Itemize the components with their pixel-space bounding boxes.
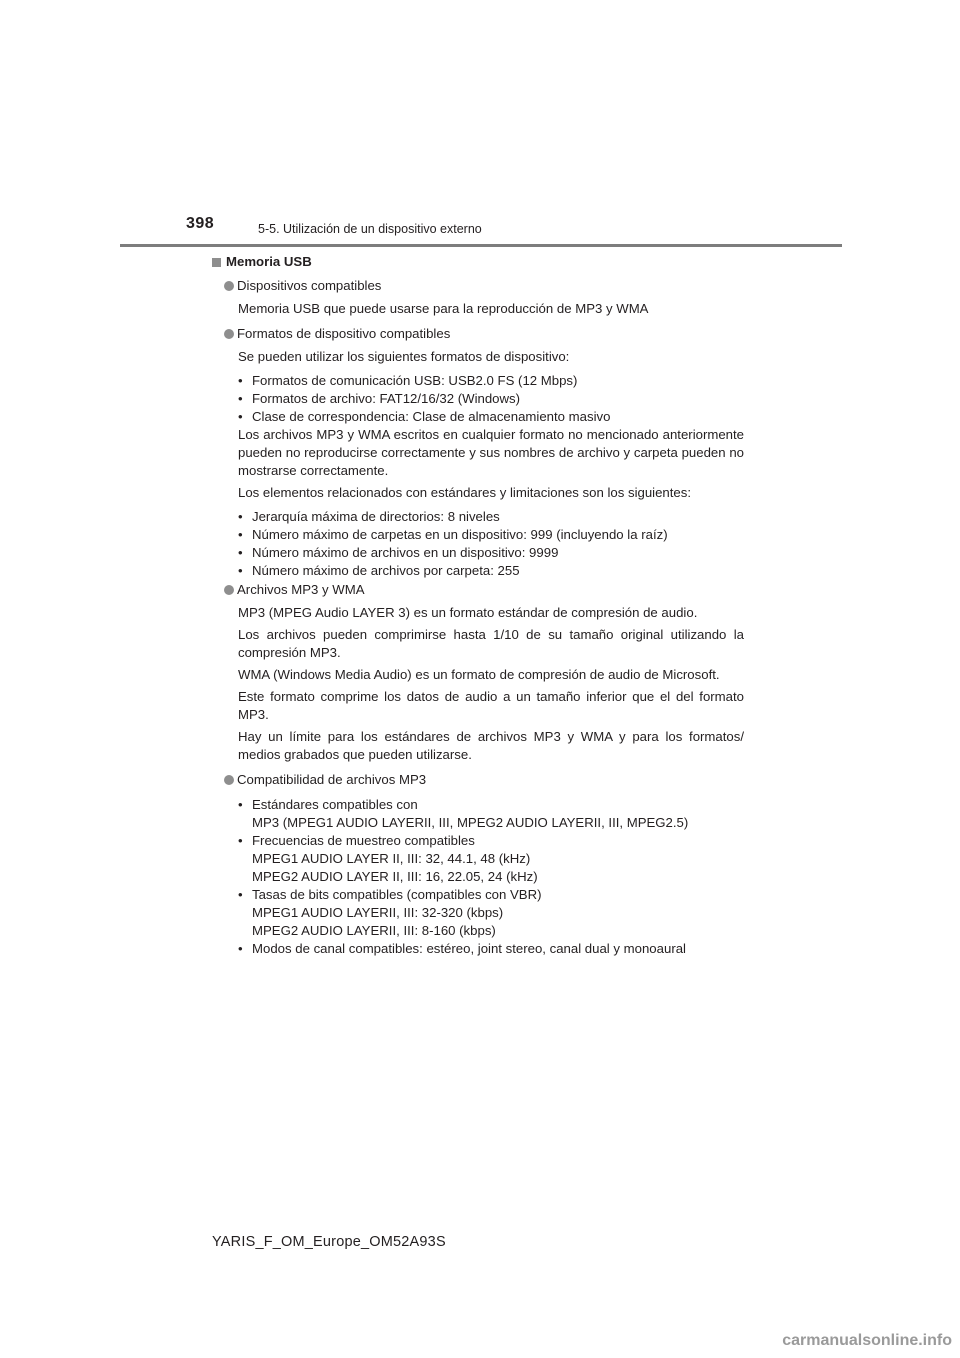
- list-item: • Número máximo de archivos por carpeta: 255: [238, 563, 520, 578]
- watermark: carmanualsonline.info: [782, 1332, 952, 1349]
- list-item: • Número máximo de carpetas en un dispositivo: 999 (incluyendo la raíz): [238, 527, 668, 542]
- heading-text: Memoria USB: [226, 254, 312, 269]
- list-item: • Formatos de archivo: FAT12/16/32 (Windows): [238, 391, 521, 406]
- bullet-list: [212, 796, 744, 958]
- paragraph: Los archivos pueden comprimirse hasta 1/10 de su tamaño original utilizando la compresión MP3.: [238, 627, 744, 660]
- subsection-title: [224, 324, 744, 344]
- paragraph: MP3 (MPEG Audio LAYER 3) es un formato estándar de compresión de audio.: [238, 605, 698, 620]
- list-item: • Número máximo de archivos en un dispositivo: 9999: [238, 545, 559, 560]
- list-item-detail: MPEG1 AUDIO LAYERII, III: 32-320 (kbps): [252, 905, 504, 920]
- list-item-detail: MPEG2 AUDIO LAYER II, III: 16, 22.05, 24 (kHz): [252, 869, 538, 884]
- paragraph: Este formato comprime los datos de audio a un tamaño inferior que el del formato MP3.: [238, 689, 744, 722]
- circle-bullet-icon: [224, 775, 234, 785]
- paragraph: Los elementos relacionados con estándares y limitaciones son los siguientes:: [238, 485, 692, 500]
- circle-bullet-icon: [224, 329, 234, 339]
- circle-bullet-icon: [224, 281, 234, 291]
- subsection-title-text: Compatibilidad de archivos MP3: [237, 772, 427, 787]
- paragraph: Hay un límite para los estándares de archivos MP3 y WMA y para los formatos/ medios grabados que pueden utilizarse.: [238, 729, 744, 762]
- section-title: 5-5. Utilización de un dispositivo externo: [258, 222, 482, 236]
- subsection-title-text: Formatos de dispositivo compatibles: [237, 326, 451, 341]
- bullet-list: [212, 372, 744, 426]
- section-heading: [212, 252, 744, 272]
- subsection-title-text: Dispositivos compatibles: [237, 278, 382, 293]
- paragraph: Memoria USB que puede usarse para la reproducción de MP3 y WMA: [238, 301, 649, 316]
- list-item: • Formatos de comunicación USB: USB2.0 FS (12 Mbps): [238, 373, 578, 388]
- bullet-list: [212, 508, 744, 580]
- page-number: 398: [186, 215, 215, 232]
- paragraph: WMA (Windows Media Audio) es un formato de compresión de audio de Microsoft.: [238, 667, 720, 682]
- document-id: YARIS_F_OM_Europe_OM52A93S: [212, 1234, 446, 1250]
- subsection-title-text: Archivos MP3 y WMA: [237, 582, 365, 597]
- page-content: [212, 252, 744, 958]
- list-item: • Estándares compatibles con: [238, 797, 418, 812]
- paragraph: Los archivos MP3 y WMA escritos en cualquier formato no mencionado anteriormente pueden no reproducirse correctamente y sus nombres de archivo y carpeta pueden no mostrarse correctamente.: [238, 427, 744, 478]
- square-bullet-icon: [212, 258, 221, 267]
- list-item: • Jerarquía máxima de directorios: 8 niveles: [238, 509, 500, 524]
- list-item: • Modos de canal compatibles: estéreo, joint stereo, canal dual y monoaural: [238, 941, 686, 956]
- circle-bullet-icon: [224, 585, 234, 595]
- header-rule: [120, 244, 842, 247]
- subsection-title: [224, 276, 744, 296]
- list-item-detail: MPEG2 AUDIO LAYERII, III: 8-160 (kbps): [252, 923, 496, 938]
- paragraph: Se pueden utilizar los siguientes formatos de dispositivo:: [238, 349, 570, 364]
- subsection-title: [224, 580, 744, 600]
- subsection-title: [224, 770, 744, 790]
- list-item-detail: MP3 (MPEG1 AUDIO LAYERII, III, MPEG2 AUDIO LAYERII, III, MPEG2.5): [252, 815, 689, 830]
- list-item: • Frecuencias de muestreo compatibles: [238, 833, 475, 848]
- list-item: • Clase de correspondencia: Clase de almacenamiento masivo: [238, 409, 611, 424]
- list-item-detail: MPEG1 AUDIO LAYER II, III: 32, 44.1, 48 (kHz): [252, 851, 531, 866]
- list-item: • Tasas de bits compatibles (compatibles con VBR): [238, 887, 542, 902]
